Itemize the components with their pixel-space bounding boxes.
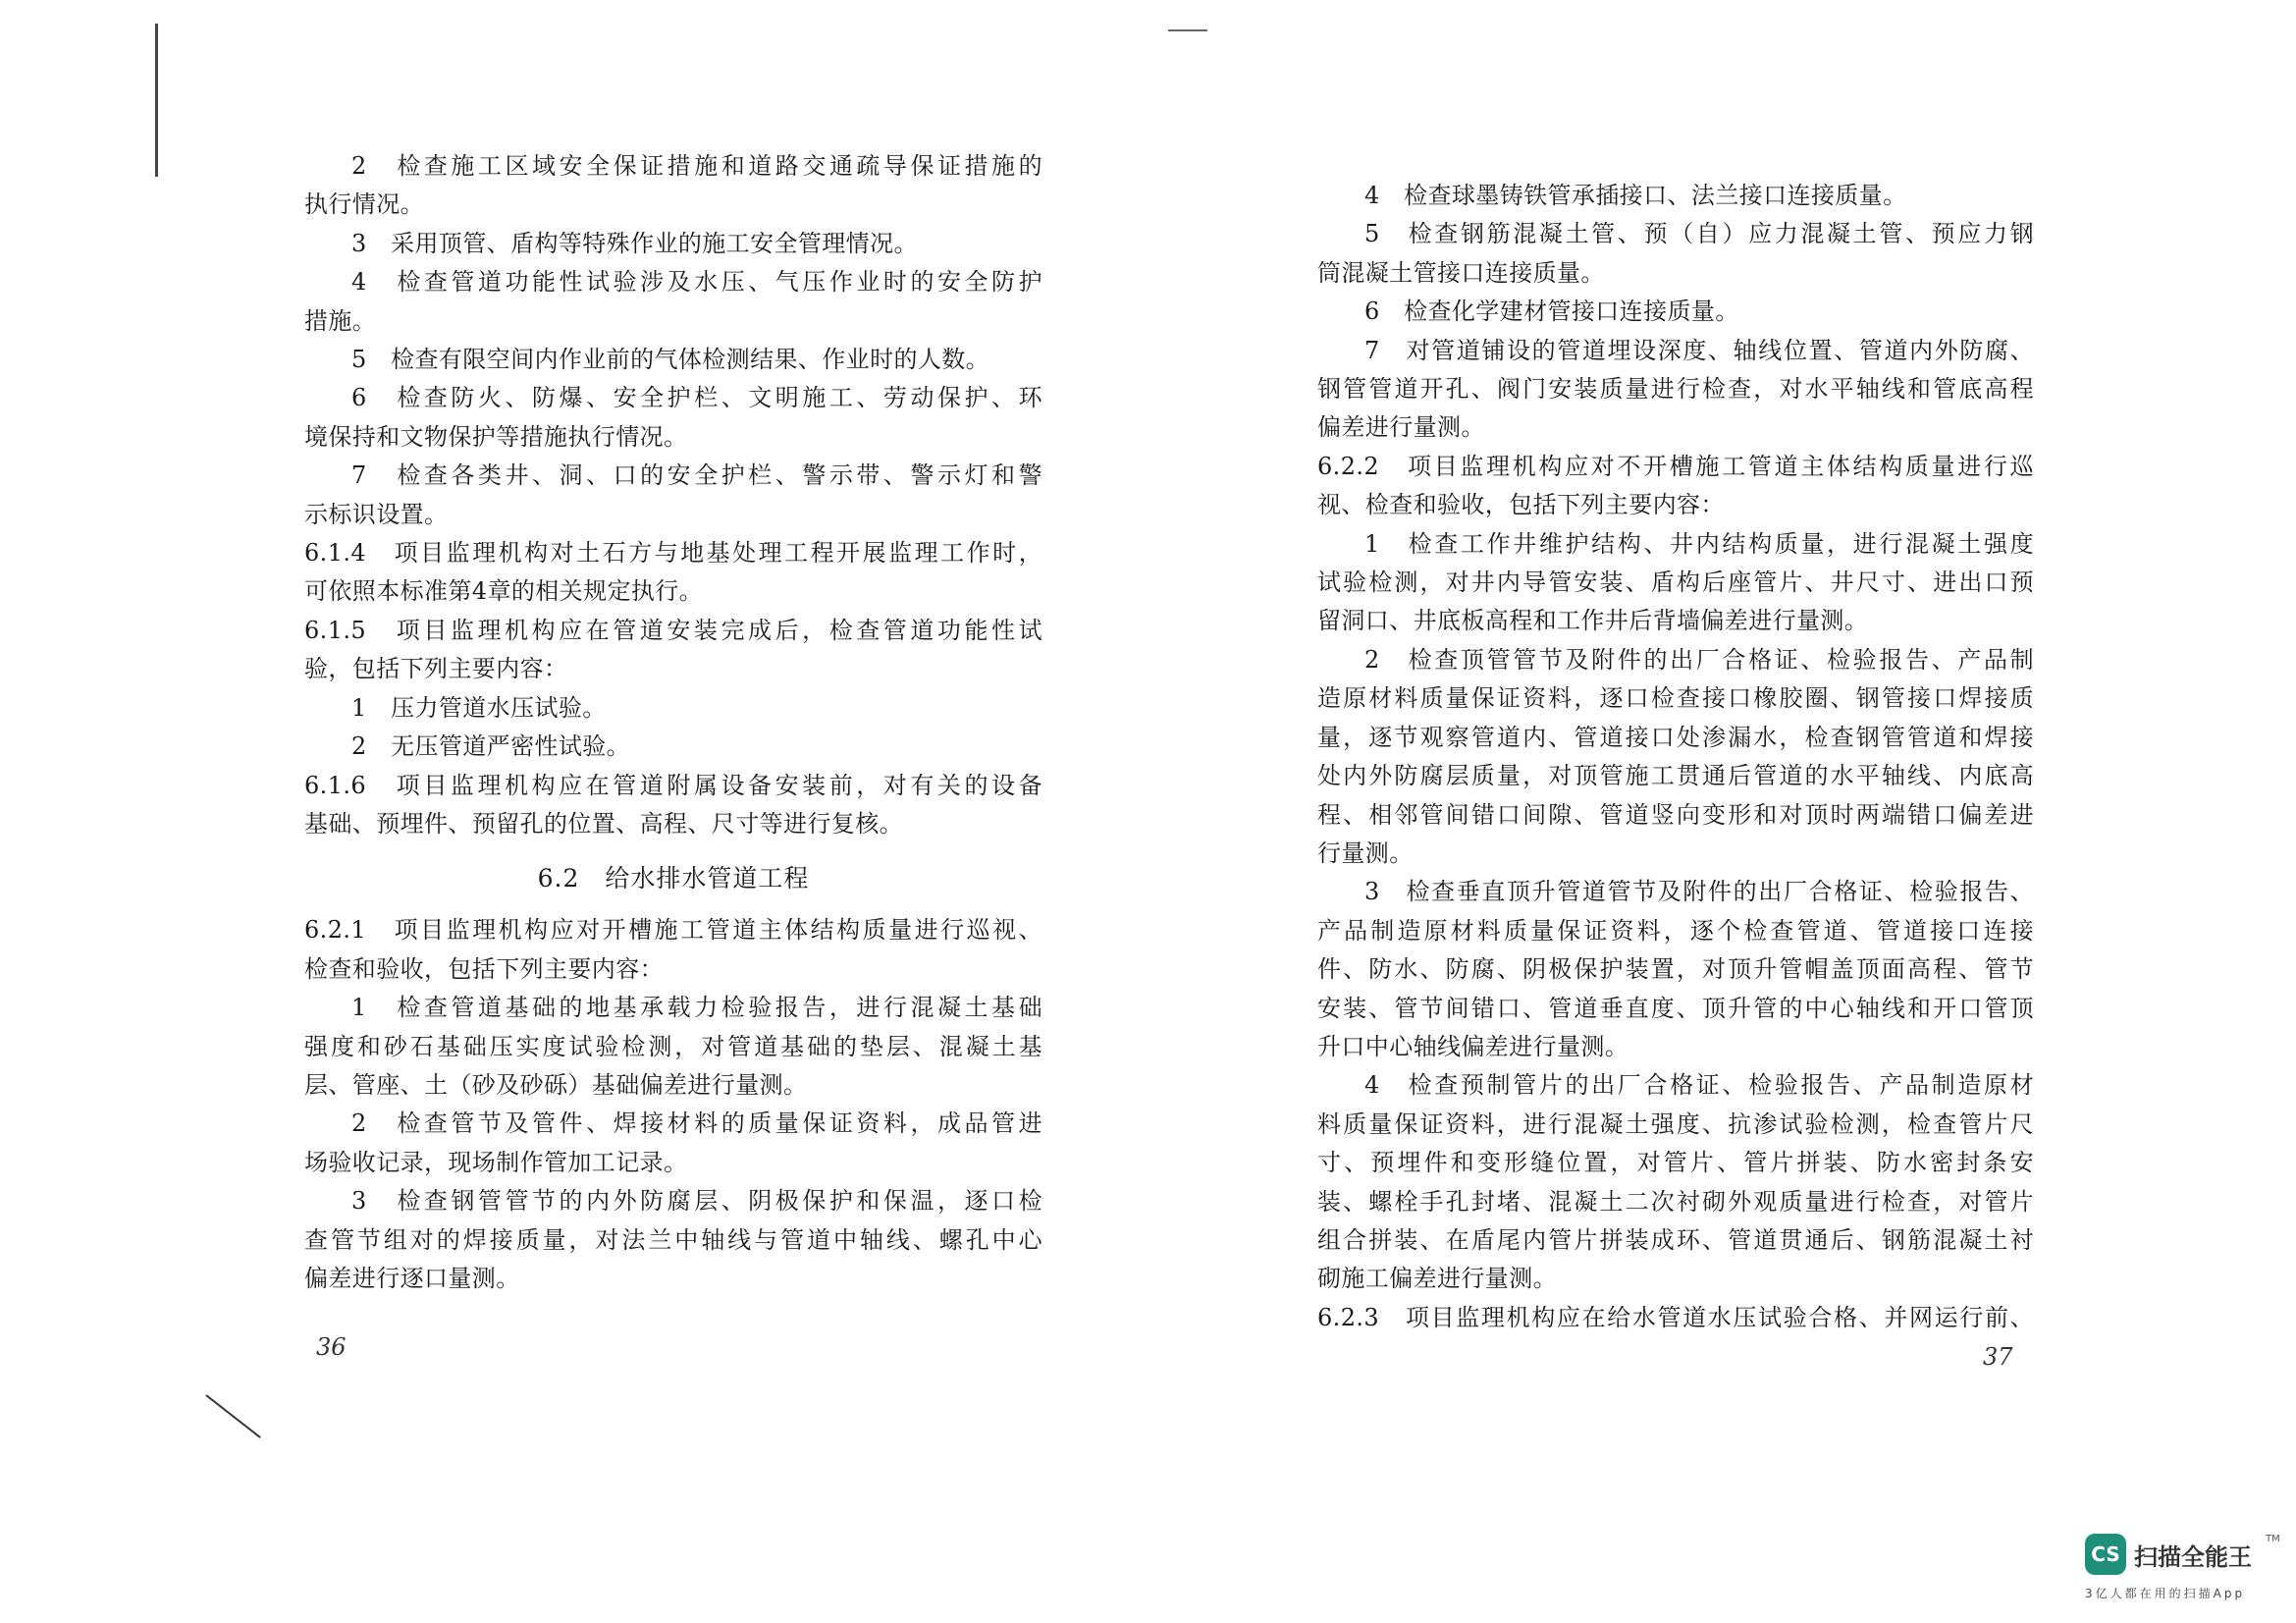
text-line: 产品制造原材料质量保证资料，逐个检查管道、管道接口连接: [1317, 916, 2034, 945]
text-line: 寸、预埋件和变形缝位置，对管片、管片拼装、防水密封条安: [1317, 1149, 2034, 1177]
text-line: 执行情况。: [304, 190, 424, 219]
left-page: [304, 147, 1042, 1298]
left-page-body: [304, 147, 1042, 843]
text-line: 处内外防腐层质量，对顶管施工贯通后管道的水平轴线、内底高: [1317, 762, 2034, 790]
app-name: 扫描全能王: [2134, 1543, 2252, 1571]
text-line: 3 检查垂直顶升管道管节及附件的出厂合格证、检验报告、: [1364, 878, 2034, 906]
text-line: 件、防水、防腐、阴极保护装置，对顶升管帽盖顶面高程、管节: [1317, 955, 2034, 984]
right-page-body: [1317, 177, 2034, 1337]
text-line: 6 检查化学建材管接口连接质量。: [1364, 298, 1739, 326]
text-line: 4 检查球墨铸铁管承插接口、法兰接口连接质量。: [1364, 182, 1907, 209]
text-line: 基础、预埋件、预留孔的位置、高程、尺寸等进行复核。: [304, 809, 903, 838]
text-line: 1 检查工作井维护结构、井内结构质量，进行混凝土强度: [1364, 529, 2034, 558]
text-line: 6.1.5 项目监理机构应在管道安装完成后，检查管道功能性试: [304, 616, 1042, 644]
text-line: 6.2.2 项目监理机构应对不开槽施工管道主体结构质量进行巡: [1317, 452, 2034, 480]
page-number-left: 36: [316, 1333, 347, 1361]
section-title: 6.2 给水排水管道工程: [537, 864, 810, 893]
text-line: 4 检查管道功能性试验涉及水压、气压作业时的安全防护: [351, 268, 1042, 297]
text-line: 组合拼装、在盾尾内管片拼装成环、管道贯通后、钢筋混凝土衬: [1317, 1225, 2034, 1254]
text-line: 可依照本标准第4章的相关规定执行。: [304, 577, 704, 606]
text-line: 6.1.4 项目监理机构对土石方与地基处理工程开展监理工作时，: [304, 539, 1042, 568]
text-line: 查管节组对的焊接质量，对法兰中轴线与管道中轴线、螺孔中心: [304, 1225, 1042, 1254]
text-line: 2 检查顶管管节及附件的出厂合格证、检验报告、产品制: [1364, 645, 2034, 674]
text-line: 筒混凝土管接口连接质量。: [1317, 258, 1605, 287]
text-line: 7 检查各类井、洞、口的安全护栏、警示带、警示灯和警: [351, 461, 1042, 490]
text-line: 砌施工偏差进行量测。: [1317, 1265, 1557, 1293]
text-line: 试验检测，对井内导管安装、盾构后座管片、井尺寸、进出口预: [1317, 568, 2034, 597]
cs-logo-icon: CS: [2085, 1534, 2126, 1575]
scanner-app-watermark: [2079, 1528, 2285, 1606]
right-page: [1317, 177, 2034, 1337]
text-line: 6 检查防火、防爆、安全护栏、文明施工、劳动保护、环: [351, 384, 1042, 412]
text-line: 安装、管节间错口、管道垂直度、顶升管的中心轴线和开口管顶: [1317, 994, 2034, 1022]
text-line: 1 检查管道基础的地基承载力检验报告，进行混凝土基础: [351, 994, 1042, 1022]
text-line: 2 检查施工区域安全保证措施和道路交通疏导保证措施的: [351, 152, 1042, 180]
text-line: 强度和砂石基础压实度试验检测，对管道基础的垫层、混凝土基: [304, 1032, 1042, 1060]
scan-edge-mark: [155, 24, 158, 177]
text-line: 造原材料质量保证资料，逐口检查接口橡胶圈、钢管接口焊接质: [1317, 684, 2034, 713]
text-line: 料质量保证资料，进行混凝土强度、抗渗试验检测，检查管片尺: [1317, 1109, 2034, 1138]
text-line: 2 无压管道严密性试验。: [351, 732, 631, 761]
scan-slash-mark: [205, 1394, 260, 1438]
text-line: 3 采用顶管、盾构等特殊作业的施工安全管理情况。: [351, 229, 918, 257]
text-line: 1 压力管道水压试验。: [351, 693, 607, 722]
text-line: 验，包括下列主要内容：: [304, 655, 568, 683]
text-line: 4 检查预制管片的出厂合格证、检验报告、产品制造原材: [1364, 1071, 2034, 1100]
text-line: 6.1.6 项目监理机构应在管道附属设备安装前，对有关的设备: [304, 771, 1042, 799]
text-line: 6.2.3 项目监理机构应在给水管道水压试验合格、并网运行前、: [1317, 1303, 2034, 1331]
text-line: 留洞口、井底板高程和工作井后背墙偏差进行量测。: [1317, 607, 1869, 635]
text-line: 5 检查钢筋混凝土管、预（自）应力混凝土管、预应力钢: [1364, 220, 2034, 248]
text-line: 2 检查管节及管件、焊接材料的质量保证资料，成品管进: [351, 1109, 1042, 1138]
scan-top-mark: [1168, 29, 1207, 31]
left-page-body-continued: [304, 911, 1042, 1298]
page-number-right: 37: [1983, 1343, 2013, 1371]
text-line: 钢管管道开孔、阀门安装质量进行检查，对水平轴线和管底高程: [1317, 375, 2034, 404]
text-line: 偏差进行逐口量测。: [304, 1264, 520, 1292]
text-line: 5 检查有限空间内作业前的气体检测结果、作业时的人数。: [351, 346, 990, 374]
text-line: 示标识设置。: [304, 500, 449, 528]
text-line: 升口中心轴线偏差进行量测。: [1317, 1032, 1629, 1060]
text-line: 行量测。: [1317, 839, 1414, 867]
app-tagline: 3亿人都在用的扫描App: [2085, 1587, 2246, 1600]
text-line: 偏差进行量测。: [1317, 413, 1485, 442]
text-line: 措施。: [304, 306, 377, 335]
text-line: 量，逐节观察管道内、管道接口处渗漏水，检查钢管管道和焊接: [1317, 723, 2034, 751]
text-line: 3 检查钢管管节的内外防腐层、阴极保护和保温，逐口检: [351, 1187, 1042, 1216]
text-line: 检查和验收，包括下列主要内容：: [304, 954, 664, 983]
trademark-mark: TM: [2266, 1534, 2280, 1544]
text-line: 装、螺栓手孔封堵、混凝土二次衬砌外观质量进行检查，对管片: [1317, 1187, 2034, 1216]
text-line: 境保持和文物保护等措施执行情况。: [304, 422, 688, 451]
text-line: 视、检查和验收，包括下列主要内容：: [1317, 491, 1725, 519]
text-line: 程、相邻管间错口间隙、管道竖向变形和对顶时两端错口偏差进: [1317, 800, 2034, 829]
text-line: 场验收记录，现场制作管加工记录。: [304, 1148, 688, 1176]
text-line: 7 对管道铺设的管道埋设深度、轴线位置、管道内外防腐、: [1364, 336, 2034, 364]
text-line: 层、管座、土（砂及砂砾）基础偏差进行量测。: [304, 1070, 808, 1099]
text-line: 6.2.1 项目监理机构应对开槽施工管道主体结构质量进行巡视、: [304, 916, 1042, 945]
